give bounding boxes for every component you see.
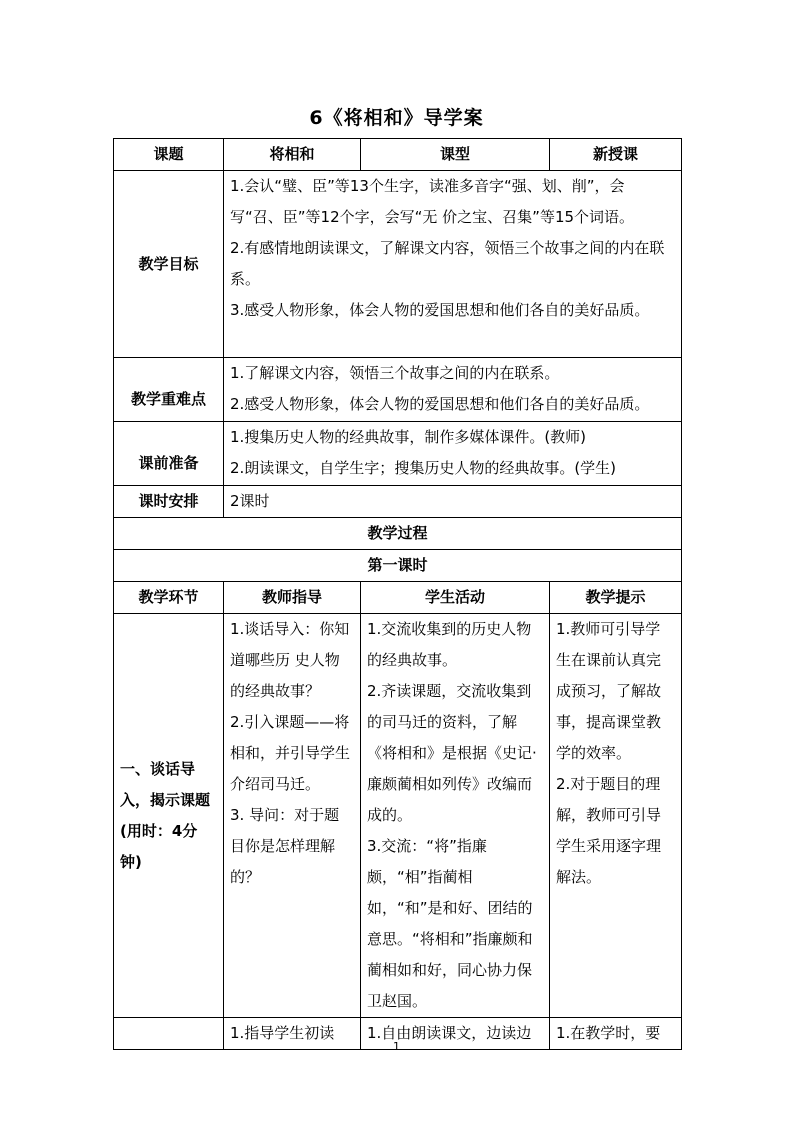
section2-tips: 1.在教学时，要	[550, 1018, 682, 1050]
schedule-row	[114, 486, 682, 518]
column-header: 教学提示	[550, 582, 682, 614]
columns-row	[114, 582, 682, 614]
tip-item: 2.对于题目的理解，教师可引导学生采用逐字理解法。	[556, 775, 662, 886]
goals-content	[224, 171, 682, 358]
topic-value: 将相和	[224, 139, 361, 171]
page-number: 1	[393, 1040, 400, 1053]
lesson-plan-table	[113, 138, 682, 1050]
prep-row	[114, 422, 682, 486]
prep-item: 1.搜集历史人物的经典故事，制作多媒体课件。(教师)	[230, 428, 587, 446]
section1-student	[361, 614, 550, 1018]
document-title: 6《将相和》导学案	[309, 107, 484, 129]
section1-name: 一、谈话导入，揭示课题(用时：4分钟)	[114, 614, 224, 1018]
key-points-row	[114, 358, 682, 422]
key-point-item: 2.感受人物形象，体会人物的爱国思想和他们各自的美好品质。	[230, 395, 650, 413]
key-points-label: 教学重难点	[114, 358, 224, 422]
process-title-row	[114, 518, 682, 550]
schedule-value: 2课时	[224, 486, 682, 518]
header-row	[114, 139, 682, 171]
topic-label: 课题	[114, 139, 224, 171]
column-header: 教师指导	[224, 582, 361, 614]
student-step: 1.交流收集到的历史人物的经典故事。	[367, 620, 532, 669]
lesson-title-row	[114, 550, 682, 582]
key-point-item: 1.了解课文内容，领悟三个故事之间的内在联系。	[230, 364, 560, 382]
goal-item: 1.会认“璧、臣”等13个生字，读准多音字“强、划、削”，会写“召、臣”等12个字，会写“无 价之宝、召集”等15个词语。	[230, 177, 635, 226]
process-title: 教学过程	[114, 518, 682, 550]
section2-teacher: 1.指导学生初读	[224, 1018, 361, 1050]
teacher-step: 2.引入课题——将相和，并引导学生介绍司马迁。	[230, 713, 351, 793]
section2-student: 1.自由朗读课文，边读边	[361, 1018, 550, 1050]
tip-item: 1.教师可引导学生在课前认真完成预习，了解故事，提高课堂教学的效率。	[556, 620, 662, 762]
type-label: 课型	[361, 139, 550, 171]
student-step: 3.交流：“将”指廉颇，“相”指蔺相如，“和”是和好、团结的意思。“将相和”指廉颇和蔺相如和好，同心协力保卫赵国。	[367, 837, 533, 1010]
teacher-step: 1.谈话导入：你知道哪些历 史人物的经典故事？	[230, 620, 350, 700]
student-step: 2.齐读课题，交流收集到的司马迁的资料，了解《将相和》是根据《史记·廉颇蔺相如列传》改编而成的。	[367, 682, 537, 824]
section1-tips	[550, 614, 682, 1018]
section1-teacher	[224, 614, 361, 1018]
goals-row	[114, 171, 682, 358]
schedule-label: 课时安排	[114, 486, 224, 518]
prep-label: 课前准备	[114, 422, 224, 486]
goal-item: 2.有感情地朗读课文，了解课文内容，领悟三个故事之间的内在联系。	[230, 239, 665, 288]
type-value: 新授课	[550, 139, 682, 171]
column-header: 教学环节	[114, 582, 224, 614]
prep-item: 2.朗读课文，自学生字；搜集历史人物的经典故事。(学生)	[230, 459, 617, 477]
column-header: 学生活动	[361, 582, 550, 614]
teacher-step: 3. 导问：对于题目你是怎样理解的？	[230, 806, 340, 886]
section1-row	[114, 614, 682, 1018]
key-points-content	[224, 358, 682, 422]
goal-item: 3.感受人物形象，体会人物的爱国思想和他们各自的美好品质。	[230, 301, 650, 319]
goals-label: 教学目标	[114, 171, 224, 358]
prep-content	[224, 422, 682, 486]
lesson-title: 第一课时	[114, 550, 682, 582]
